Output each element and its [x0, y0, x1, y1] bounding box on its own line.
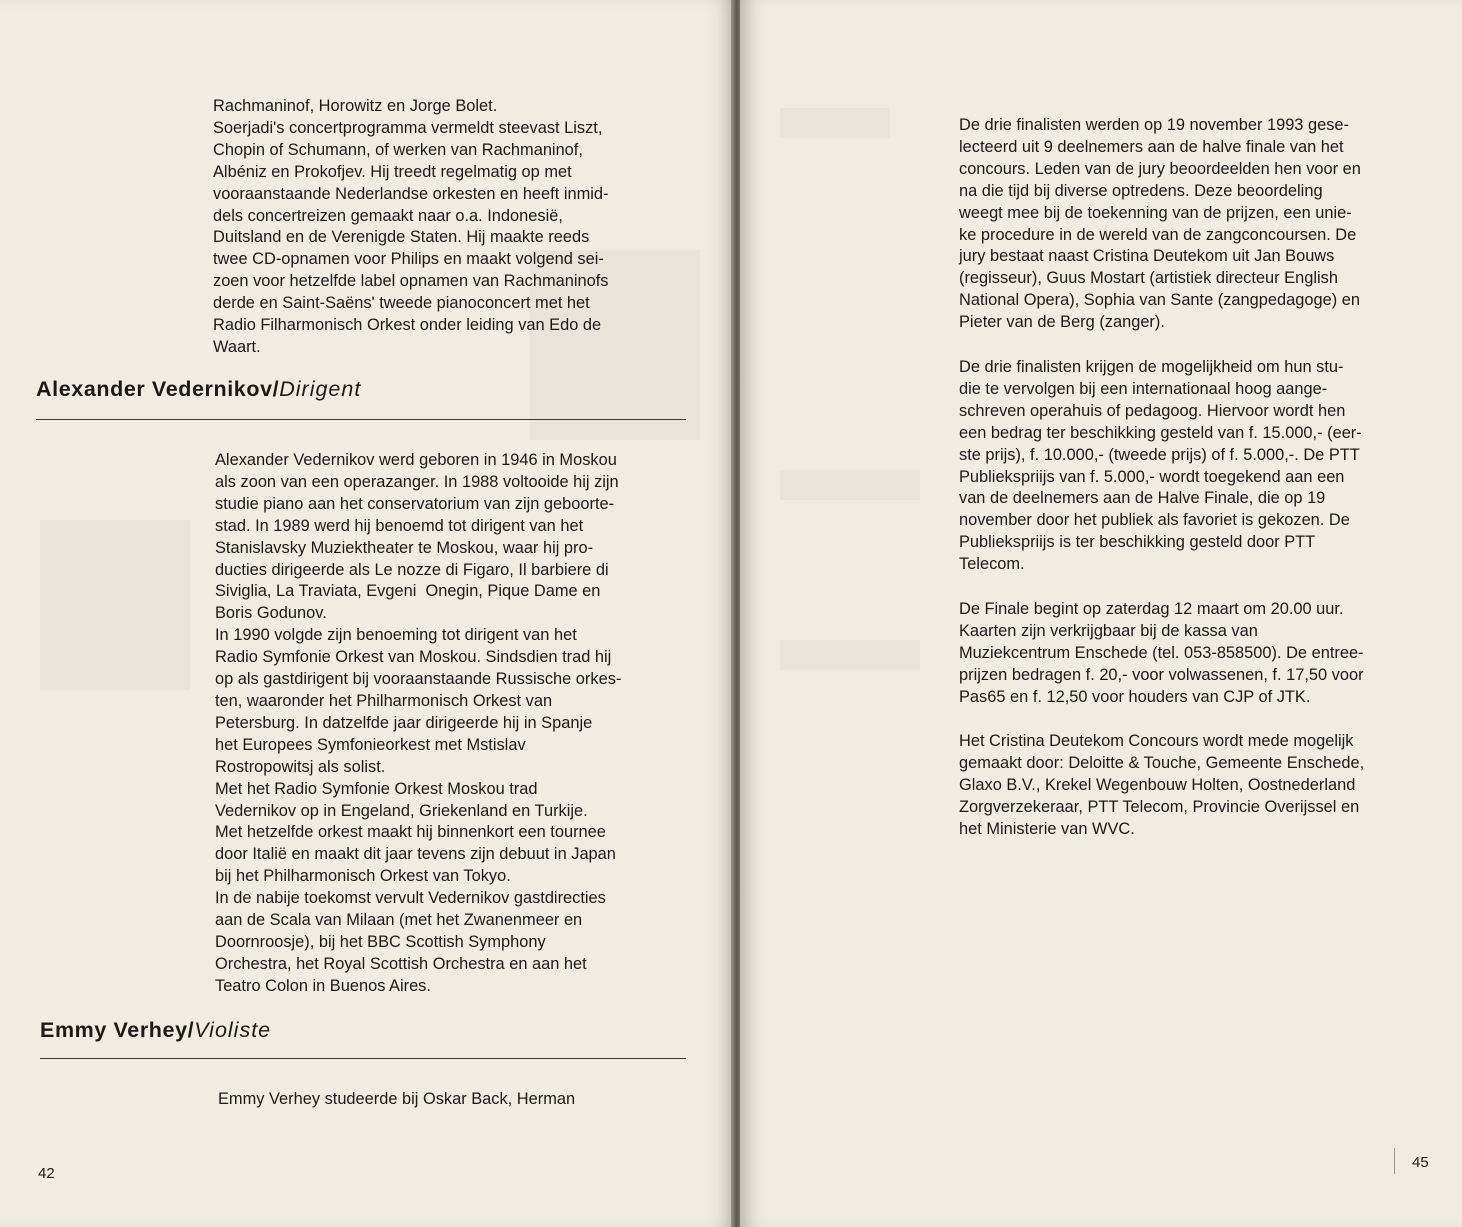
page-number: 42 [38, 1165, 55, 1182]
prizes-paragraph: De drie finalisten krijgen de mogelijkheid om hun stu- die te vervolgen bij een internationaal hoog aange- schreven operahuis of pedagoog. Hiervoor wordt hen een bedrag ter beschikking gesteld van f. 15.000,- (eer- ste prijs), f. 10.000,- (tweede prijs) of f. 5.000,-. De PTT Publiekspriijs van f. 5.000,- wordt toegekend aan een van de deelnemers aan de Halve Finale, die op 19 november door het publiek als favoriet is gekozen. De Publiekspriijs is ter beschikking gesteld door PTT Telecom. [959, 358, 1362, 574]
section-name: Emmy Verhey/ [40, 1018, 195, 1042]
intro-paragraph: Rachmaninof, Horowitz en Jorge Bolet. Soerjadi's concertprogramma vermeldt steevast Liszt, Chopin of Schumann, of werken van Rachmaninof, Albéniz en Prokofjev. Hij treedt regelmatig op met vooraanstaande Nederlandse orkesten en heeft inmid- dels concertreizen gemaakt naar o.a. Indonesië, Duitsland en de Verenigde Staten. Hij maakte reeds twee CD-opnamen voor Philips en maakt volgend sei- zoen voor hetzelfde label opnamen van Rachmaninofs derde en Saint-Saëns' tweede pianoconcert met het Radio Filharmonisch Orkest onder leiding van Edo de Waart. [213, 97, 609, 356]
section-rule [36, 419, 686, 420]
section-role: Dirigent [279, 377, 362, 401]
sponsors-paragraph: Het Cristina Deutekom Concours wordt mede mogelijk gemaakt door: Deloitte & Touche, Gemeente Enschede, Glaxo B.V., Krekel Wegenbouw Holten, Oostnederland Zorgverzekeraar, PTT Telecom, Provincie Overijssel en het Ministerie van WVC. [959, 732, 1365, 838]
vedernikov-biography: Alexander Vedernikov werd geboren in 1946 in Moskou als zoon van een operazanger. In 1988 voltooide hij zijn studie piano aan het conservatorium van zijn geboorte- stad. In 1989 werd hij benoemd tot dirigent van het Stanislavsky Muziektheater te Moskou, waar hij pro- ducties dirigeerde als Le nozze di Figaro, Il barbiere di Siviglia, La Traviata, Evgeni Onegin, Pique Dame en Boris Godunov. In 1990 volgde zijn benoeming tot dirigent van het Radio Symfonie Orkest van Moskou. Sindsdien trad hij op als gastdirigent bij vooraanstaande Russische orkes- ten, waaronder het Philharmonisch Orkest van Petersburg. In datzelfde jaar dirigeerde hij in Spanje het Europees Symfonieorkest met Mstislav Rostropowitsj als solist. Met het Radio Symfonie Orkest Moskou trad Vedernikov op in Engeland, Griekenland en Turkije. Met hetzelfde orkest maakt hij binnenkort een tournee door Italië en maakt dit jaar tevens zijn debuut in Japan bij het Philharmonisch Orkest van Tokyo. In de nabije toekomst vervult Vedernikov gastdirecties aan de Scala van Milaan (met het Zwanenmeer en Doornroosje), bij het BBC Scottish Symphony Orchestra, het Royal Scottish Orchestra en aan het Teatro Colon in Buenos Aires. [215, 451, 622, 995]
tickets-paragraph: De Finale begint op zaterdag 12 maart om 20.00 uur. Kaarten zijn verkrijgbaar bij de kassa van Muziekcentrum Enschede (tel. 053-858500). De entree- prijzen bedragen f. 20,- voor volwassenen, f. 17,50 voor Pas65 en f. 12,50 voor houders van CJP of JTK. [959, 600, 1364, 706]
page-number: 45 [1412, 1154, 1429, 1171]
section-heading-vedernikov [36, 377, 361, 402]
show-through-photo [40, 520, 190, 690]
verhey-biography: Emmy Verhey studeerde bij Oskar Back, Herman [218, 1090, 576, 1108]
show-through-block [780, 640, 920, 670]
margin-mark [1394, 1148, 1395, 1174]
section-heading-verhey [40, 1018, 271, 1043]
section-name: Alexander Vedernikov/ [36, 377, 280, 401]
show-through-block [780, 470, 920, 500]
jury-paragraph: De drie finalisten werden op 19 november 1993 gese- lecteerd uit 9 deelnemers aan de halve finale van het concours. Leden van de jury beoordeelden hen voor en na die tijd bij diverse optredens. Deze beoordeling weegt mee bij de toekenning van de prijzen, een unie- ke procedure in de wereld van de zangconcoursen. De jury bestaat naast Cristina Deutekom uit Jan Bouws (regisseur), Guus Mostart (artistiek directeur English National Opera), Sophia van Sante (zangpedagoge) en Pieter van de Berg (zanger). [959, 116, 1361, 332]
section-rule [40, 1058, 686, 1059]
right-page [740, 0, 1462, 1227]
section-role: Violiste [194, 1018, 272, 1042]
show-through-block [780, 108, 890, 138]
